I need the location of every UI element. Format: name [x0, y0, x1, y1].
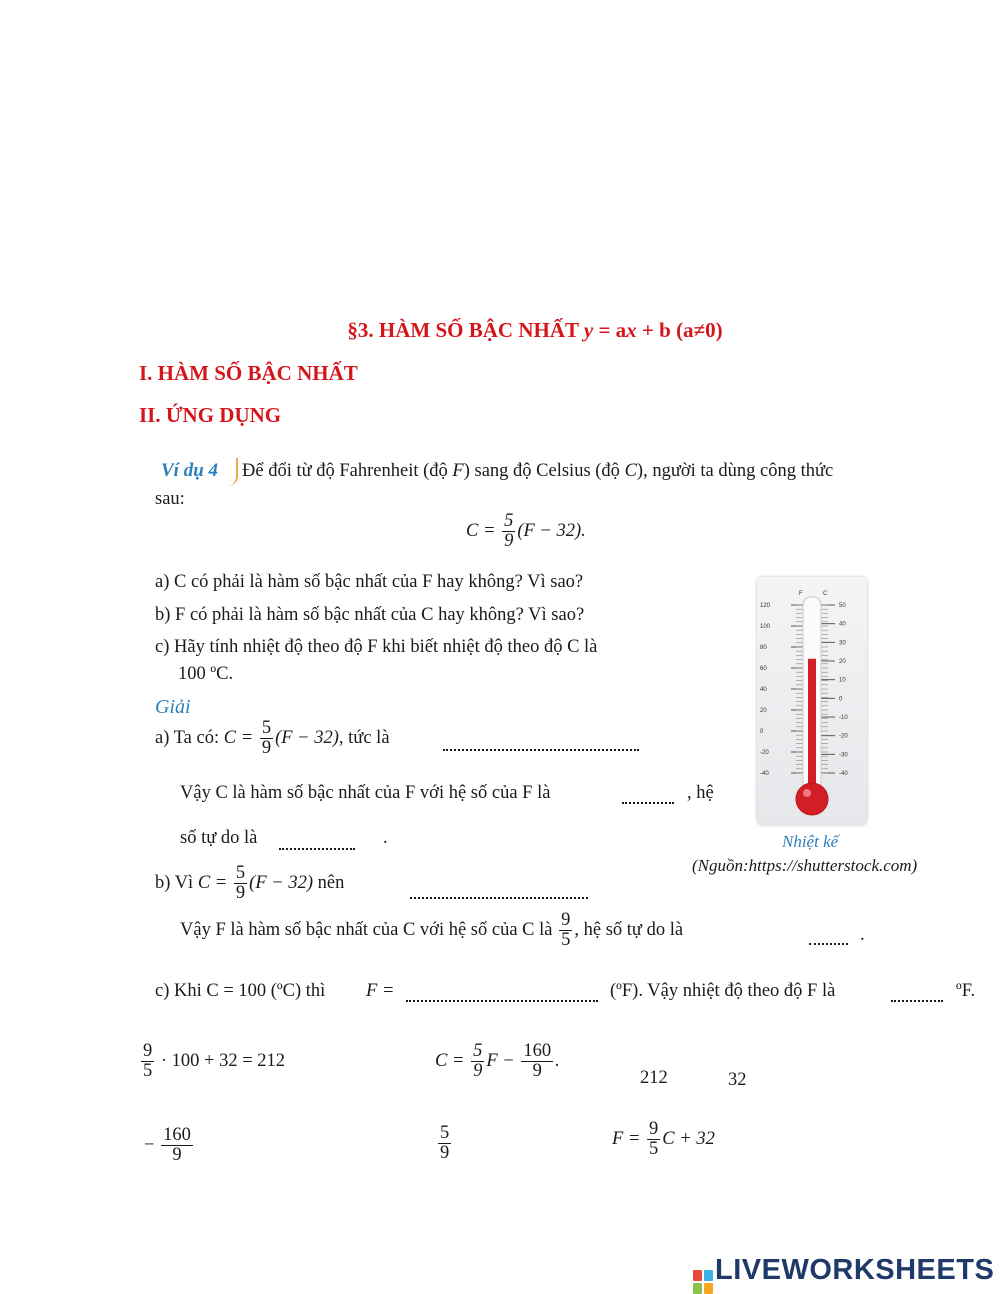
option-tile-7[interactable]: F = $\frac{9}{5}$ C + 32	[612, 1119, 715, 1160]
solution-a-line2: Vậy C là hàm số bậc nhất của F với hệ số của F là	[180, 783, 551, 803]
solution-c-F: F =	[366, 981, 395, 1001]
thermometer-mercury	[808, 659, 816, 789]
main-formula: C = $\frac{5}{9}$ (F − 32).	[466, 511, 586, 552]
option-tile-3[interactable]: 212	[640, 1068, 668, 1088]
option-tile-6[interactable]: $\frac{5}{9}$	[440, 1123, 450, 1164]
solution-a-line1: a) Ta có: C = $\frac{5}{9}$ (F − 32), tức là	[155, 718, 390, 759]
thermometer-image	[757, 577, 867, 825]
option-tile-1[interactable]: $\frac{9}{5}$ · 100 + 32 = 212	[143, 1041, 286, 1082]
option-tile-4[interactable]: 32	[728, 1070, 747, 1090]
answer-blank-b2[interactable]	[809, 929, 848, 945]
page-title: §3. HÀM SỐ BẬC NHẤT y = ax + b (a≠0)	[347, 318, 723, 342]
f-tick-label: 20	[760, 708, 767, 714]
question-c-cont: 100 ºC.	[178, 664, 234, 684]
c-tick-label: -30	[839, 752, 848, 759]
c-tick-label: 20	[839, 659, 846, 665]
f-tick-label: -20	[760, 750, 769, 756]
solution-a-line2-end: , hệ	[687, 783, 714, 803]
answer-blank-b1[interactable]	[410, 883, 588, 899]
solution-c-unit: ºF.	[956, 981, 976, 1001]
c-tick-label: 50	[839, 603, 846, 609]
f-tick-label: 40	[760, 687, 767, 693]
example-text-cont: sau:	[155, 489, 185, 509]
f-scale-label: F	[799, 591, 803, 597]
logo-icon	[693, 1270, 713, 1294]
f-tick-label: 80	[760, 645, 767, 651]
answer-blank-a1[interactable]	[443, 735, 639, 751]
c-tick-label: 0	[839, 696, 843, 703]
question-b: b) F có phải là hàm số bậc nhất của C hay không? Vì sao?	[155, 605, 585, 625]
f-tick-label: 100	[760, 624, 771, 630]
question-a: a) C có phải là hàm số bậc nhất của F hay không? Vì sao?	[155, 572, 584, 592]
answer-blank-a2[interactable]	[622, 788, 674, 804]
section-heading-1: I. HÀM SỐ BẬC NHẤT	[139, 361, 358, 385]
c-tick-label: 40	[839, 621, 846, 628]
c-scale-label: C	[823, 591, 828, 597]
c-tick-label: -20	[839, 733, 848, 740]
solution-b-line2: Vậy F là hàm số bậc nhất của C với hệ số của C là $\frac{9}{5}$ , hệ số tự do là	[180, 910, 684, 951]
option-tile-5[interactable]: − $\frac{160}{9}$	[144, 1125, 191, 1166]
f-tick-label: 120	[760, 603, 771, 609]
answer-blank-c1[interactable]	[406, 986, 598, 1002]
answer-blank-a3[interactable]	[279, 834, 355, 850]
solution-c-mid: (ºF). Vậy nhiệt độ theo độ F là	[610, 981, 836, 1001]
f-tick-label: -40	[760, 771, 769, 777]
thermometer-source: (Nguồn:https://shutterstock.com)	[692, 856, 918, 875]
c-tick-label: 30	[839, 640, 846, 647]
c-tick-label: -40	[839, 771, 848, 777]
answer-blank-c2[interactable]	[891, 986, 943, 1002]
c-tick-label: -10	[839, 715, 848, 721]
example-text: Để đổi từ độ Fahrenheit (độ F) sang độ Celsius (độ C), người ta dùng công thức	[242, 461, 834, 481]
solution-heading: Giải	[155, 696, 191, 718]
c-tick-label: 10	[839, 677, 846, 684]
period-a: .	[383, 828, 388, 848]
example-label: Ví dụ 4	[161, 460, 219, 481]
thermometer-drawing	[757, 577, 867, 825]
liveworksheets-logo: LIVEWORKSHEETS	[693, 1254, 994, 1294]
f-tick-label: 60	[760, 666, 767, 672]
period-b: .	[860, 925, 865, 945]
solution-c-line: c) Khi C = 100 (ºC) thì	[155, 981, 326, 1001]
f-tick-label: 0	[760, 729, 764, 735]
question-c: c) Hãy tính nhiệt độ theo độ F khi biết nhiệt độ theo độ C là	[155, 637, 598, 657]
option-tile-2[interactable]: C = $\frac{5}{9}$ F − $\frac{160}{9}$ .	[435, 1041, 560, 1082]
thermometer-caption: Nhiệt kế	[782, 832, 839, 851]
thermometer-bulb	[796, 783, 828, 815]
solution-b-line1: b) Vì C = $\frac{5}{9}$ (F − 32) nên	[155, 863, 345, 904]
section-heading-2: II. ỨNG DỤNG	[139, 403, 282, 427]
solution-a-line3: số tự do là	[180, 828, 258, 848]
